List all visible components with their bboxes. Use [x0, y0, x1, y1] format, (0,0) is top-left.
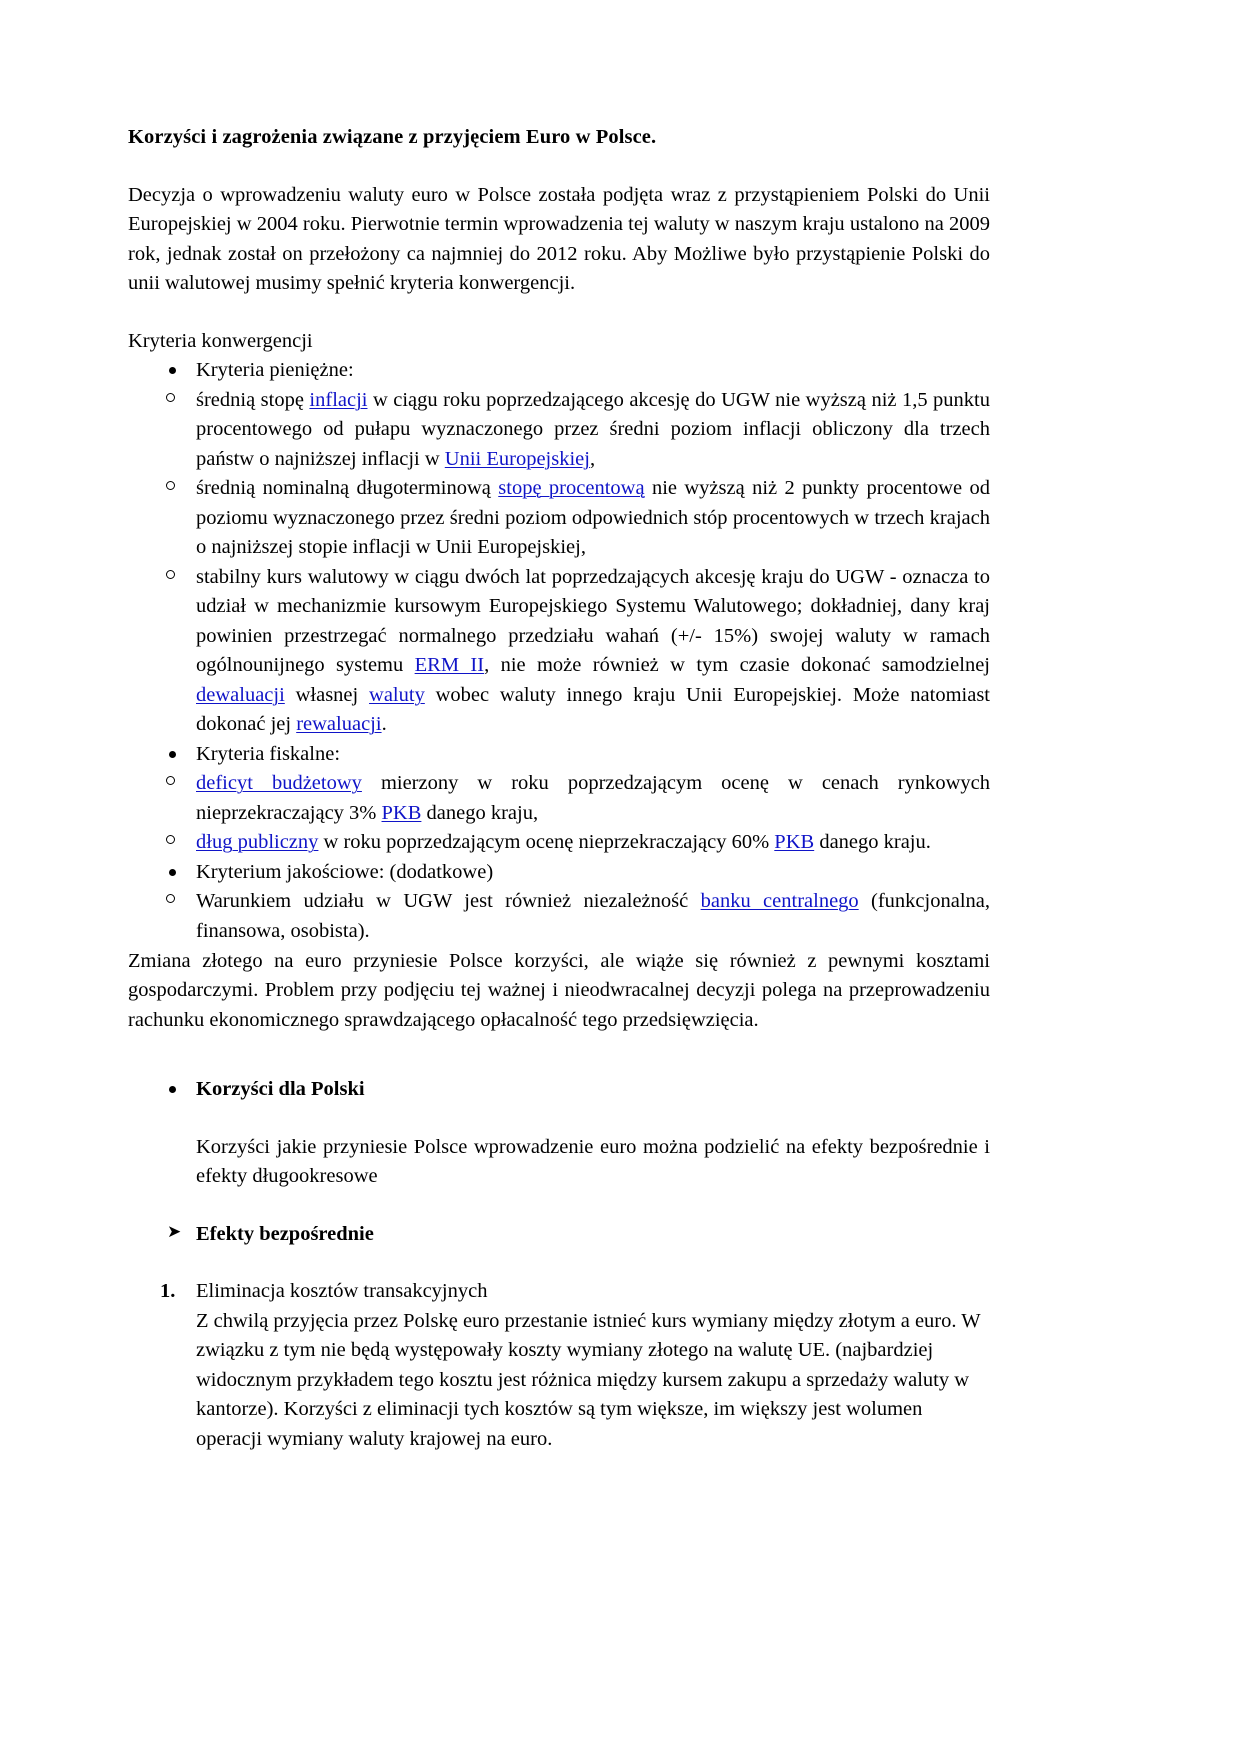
item-text-suffix: własnej	[284, 683, 370, 706]
link-dewaluacji[interactable]: dewaluacji	[196, 683, 285, 706]
link-dlug-publiczny[interactable]: dług publiczny	[196, 831, 319, 854]
list-item-direct-effects-heading	[128, 1220, 990, 1250]
link-pkb[interactable]: PKB	[774, 831, 815, 854]
item-text-middle: w ciągu roku poprzedzającego akcesję do UGW nie wyższą niż 1,5 punktu procentowego od pułapu wyznaczonego przez średni poziom inflacji obliczony dla trzech państw o najniższej inflacji w	[196, 388, 990, 470]
link-rewaluacji[interactable]: rewaluacji	[296, 713, 382, 736]
item-text-middle: , nie może również w tym czasie dokonać samodzielnej	[484, 654, 990, 677]
item-text-middle: w roku poprzedzającym ocenę nieprzekraczający 60%	[318, 831, 775, 854]
intro-paragraph: Decyzja o wprowadzeniu waluty euro w Polsce została podjęta wraz z przystąpieniem Polski do Unii Europejskiej w 2004 roku. Pierwotnie termin wprowadzenia tej waluty w naszym kraju ustalono na 2009 rok, jednak został on przełożony ca najmniej do 2012 roku. Aby Możliwe było przystąpienie Polski do unii walutowej musimy spełnić kryteria konwergencji.	[128, 183, 990, 295]
benefits-heading: Korzyści dla Polski	[196, 1078, 365, 1101]
item-text-prefix: Warunkiem udziału w UGW jest również niezależność	[196, 890, 701, 913]
item-text-prefix: średnią nominalną długoterminową	[196, 477, 499, 500]
list-item-title: Eliminacja kosztów transakcyjnych	[196, 1280, 488, 1303]
item-text-suffix: ,	[589, 447, 596, 470]
fiscal-criteria-sublist	[128, 769, 990, 858]
fiscal-criteria-label: Kryteria fiskalne:	[196, 742, 341, 765]
item-text-prefix: średnią stopę	[196, 388, 310, 411]
link-pkb[interactable]: PKB	[381, 801, 422, 824]
list-item-fiscal-criteria	[128, 740, 990, 770]
link-unii-europejskiej[interactable]: Unii Europejskiej	[444, 447, 590, 470]
spacer	[128, 1249, 990, 1277]
spacer	[128, 299, 990, 327]
monetary-criteria-sublist	[128, 386, 990, 740]
list-item	[128, 828, 990, 858]
item-text-middle: mierzony w roku poprzedzającym ocenę w cenach rynkowych nieprzekraczający 3%	[196, 772, 990, 824]
qualitative-criteria-label: Kryterium jakościowe: (dodatkowe)	[196, 860, 494, 883]
list-item-number: 1.	[160, 1280, 176, 1303]
bullet-circle-icon	[166, 393, 175, 402]
direct-effects-numbered-list	[128, 1277, 990, 1454]
list-item	[128, 887, 990, 946]
link-banku-centralnego[interactable]: banku centralnego	[700, 890, 859, 913]
spacer	[128, 1035, 990, 1075]
benefits-intro-paragraph: Korzyści jakie przyniesie Polsce wprowadzenie euro można podzielić na efekty bezpośrednie i efekty długookresowe	[196, 1135, 990, 1188]
criteria-heading: Kryteria konwergencji	[128, 329, 313, 352]
item-text-tail: wobec waluty innego kraju Unii Europejskiej. Może natomiast dokonać jej	[196, 683, 991, 736]
item-text-prefix: stabilny kurs walutowy w ciągu dwóch lat poprzedzających akcesję kraju do UGW - oznacza to udział w mechanizmie kursowym Europejskiego Systemu Walutowego; dokładniej, dany kraj powinien przestrzegać normalnego przedziału wahań (+/- 15%) swojej waluty w ramach ogólnounijnego systemu	[196, 565, 990, 677]
qualitative-criteria-list	[128, 858, 990, 888]
link-deficyt-budzetowy[interactable]: deficyt budżetowy	[196, 772, 362, 795]
link-erm-ii[interactable]: ERM II	[414, 654, 485, 677]
fiscal-criteria-list	[128, 740, 990, 770]
list-item	[128, 563, 990, 740]
arrow-bullet-icon: ➤	[167, 1221, 182, 1241]
bullet-disc-icon	[169, 1086, 176, 1093]
list-item-monetary-criteria	[128, 356, 990, 386]
link-inflacji[interactable]: inflacji	[309, 388, 368, 411]
criteria-list	[128, 356, 990, 386]
bullet-circle-icon	[166, 570, 175, 579]
bullet-circle-icon	[166, 894, 175, 903]
item-text-middle: nie wyższą niż 2 punkty procentowe od poziomu wyznaczonego przez średni poziom odpowiednich stóp procentowych w trzech krajach o najniższej stopie inflacji w Unii Europejskiej,	[196, 477, 991, 559]
closing-paragraph: Zmiana złotego na euro przyniesie Polsce korzyści, ale wiąże się również z pewnymi kosztami gospodarczymi. Problem przy podjęciu tej ważnej i nieodwracalnej decyzji polega na przeprowadzeniu rachunku ekonomicznego sprawdzającego opłacalność tego przedsięwzięcia.	[128, 949, 990, 1031]
qualitative-criteria-sublist	[128, 887, 990, 946]
list-item	[128, 474, 990, 563]
spacer	[128, 1105, 990, 1133]
list-item-body: Z chwilą przyjęcia przez Polskę euro przestanie istnieć kurs wymiany między złotym a euro. W związku z tym nie będą występowały koszty wymiany złotego na walutę UE. (najbardziej widocznym przykładem tego kosztu jest różnica między kursem zakupu a sprzedaży waluty w kantorze). Korzyści z eliminacji tych kosztów są tym większe, im większy jest wolumen operacji wymiany waluty krajowej na euro.	[196, 1309, 981, 1450]
item-text-suffix: danego kraju,	[421, 801, 539, 824]
monetary-criteria-label: Kryteria pieniężne:	[196, 359, 354, 382]
link-stope-procentowa[interactable]: stopę procentową	[498, 477, 645, 500]
link-waluty[interactable]: waluty	[369, 683, 425, 706]
document-content	[128, 125, 990, 1454]
spacer	[128, 1192, 990, 1220]
item-text-end: .	[381, 713, 387, 736]
bullet-disc-icon	[169, 367, 176, 374]
benefits-heading-list	[128, 1075, 990, 1105]
bullet-circle-icon	[166, 835, 175, 844]
bullet-disc-icon	[169, 751, 176, 758]
bullet-circle-icon	[166, 481, 175, 490]
direct-effects-heading: Efekty bezpośrednie	[196, 1222, 374, 1245]
list-item	[128, 769, 990, 828]
list-item	[128, 1277, 990, 1454]
page-title: Korzyści i zagrożenia związane z przyjęciem Euro w Polsce.	[128, 126, 657, 148]
bullet-circle-icon	[166, 776, 175, 785]
list-item	[128, 386, 990, 475]
bullet-disc-icon	[169, 869, 176, 876]
item-text-suffix: danego kraju.	[814, 831, 931, 854]
list-item-qualitative-criteria	[128, 858, 990, 888]
direct-effects-heading-list	[128, 1220, 990, 1250]
item-text-suffix: (funkcjonalna, finansowa, osobista).	[196, 890, 990, 942]
list-item-benefits-heading	[128, 1075, 990, 1105]
